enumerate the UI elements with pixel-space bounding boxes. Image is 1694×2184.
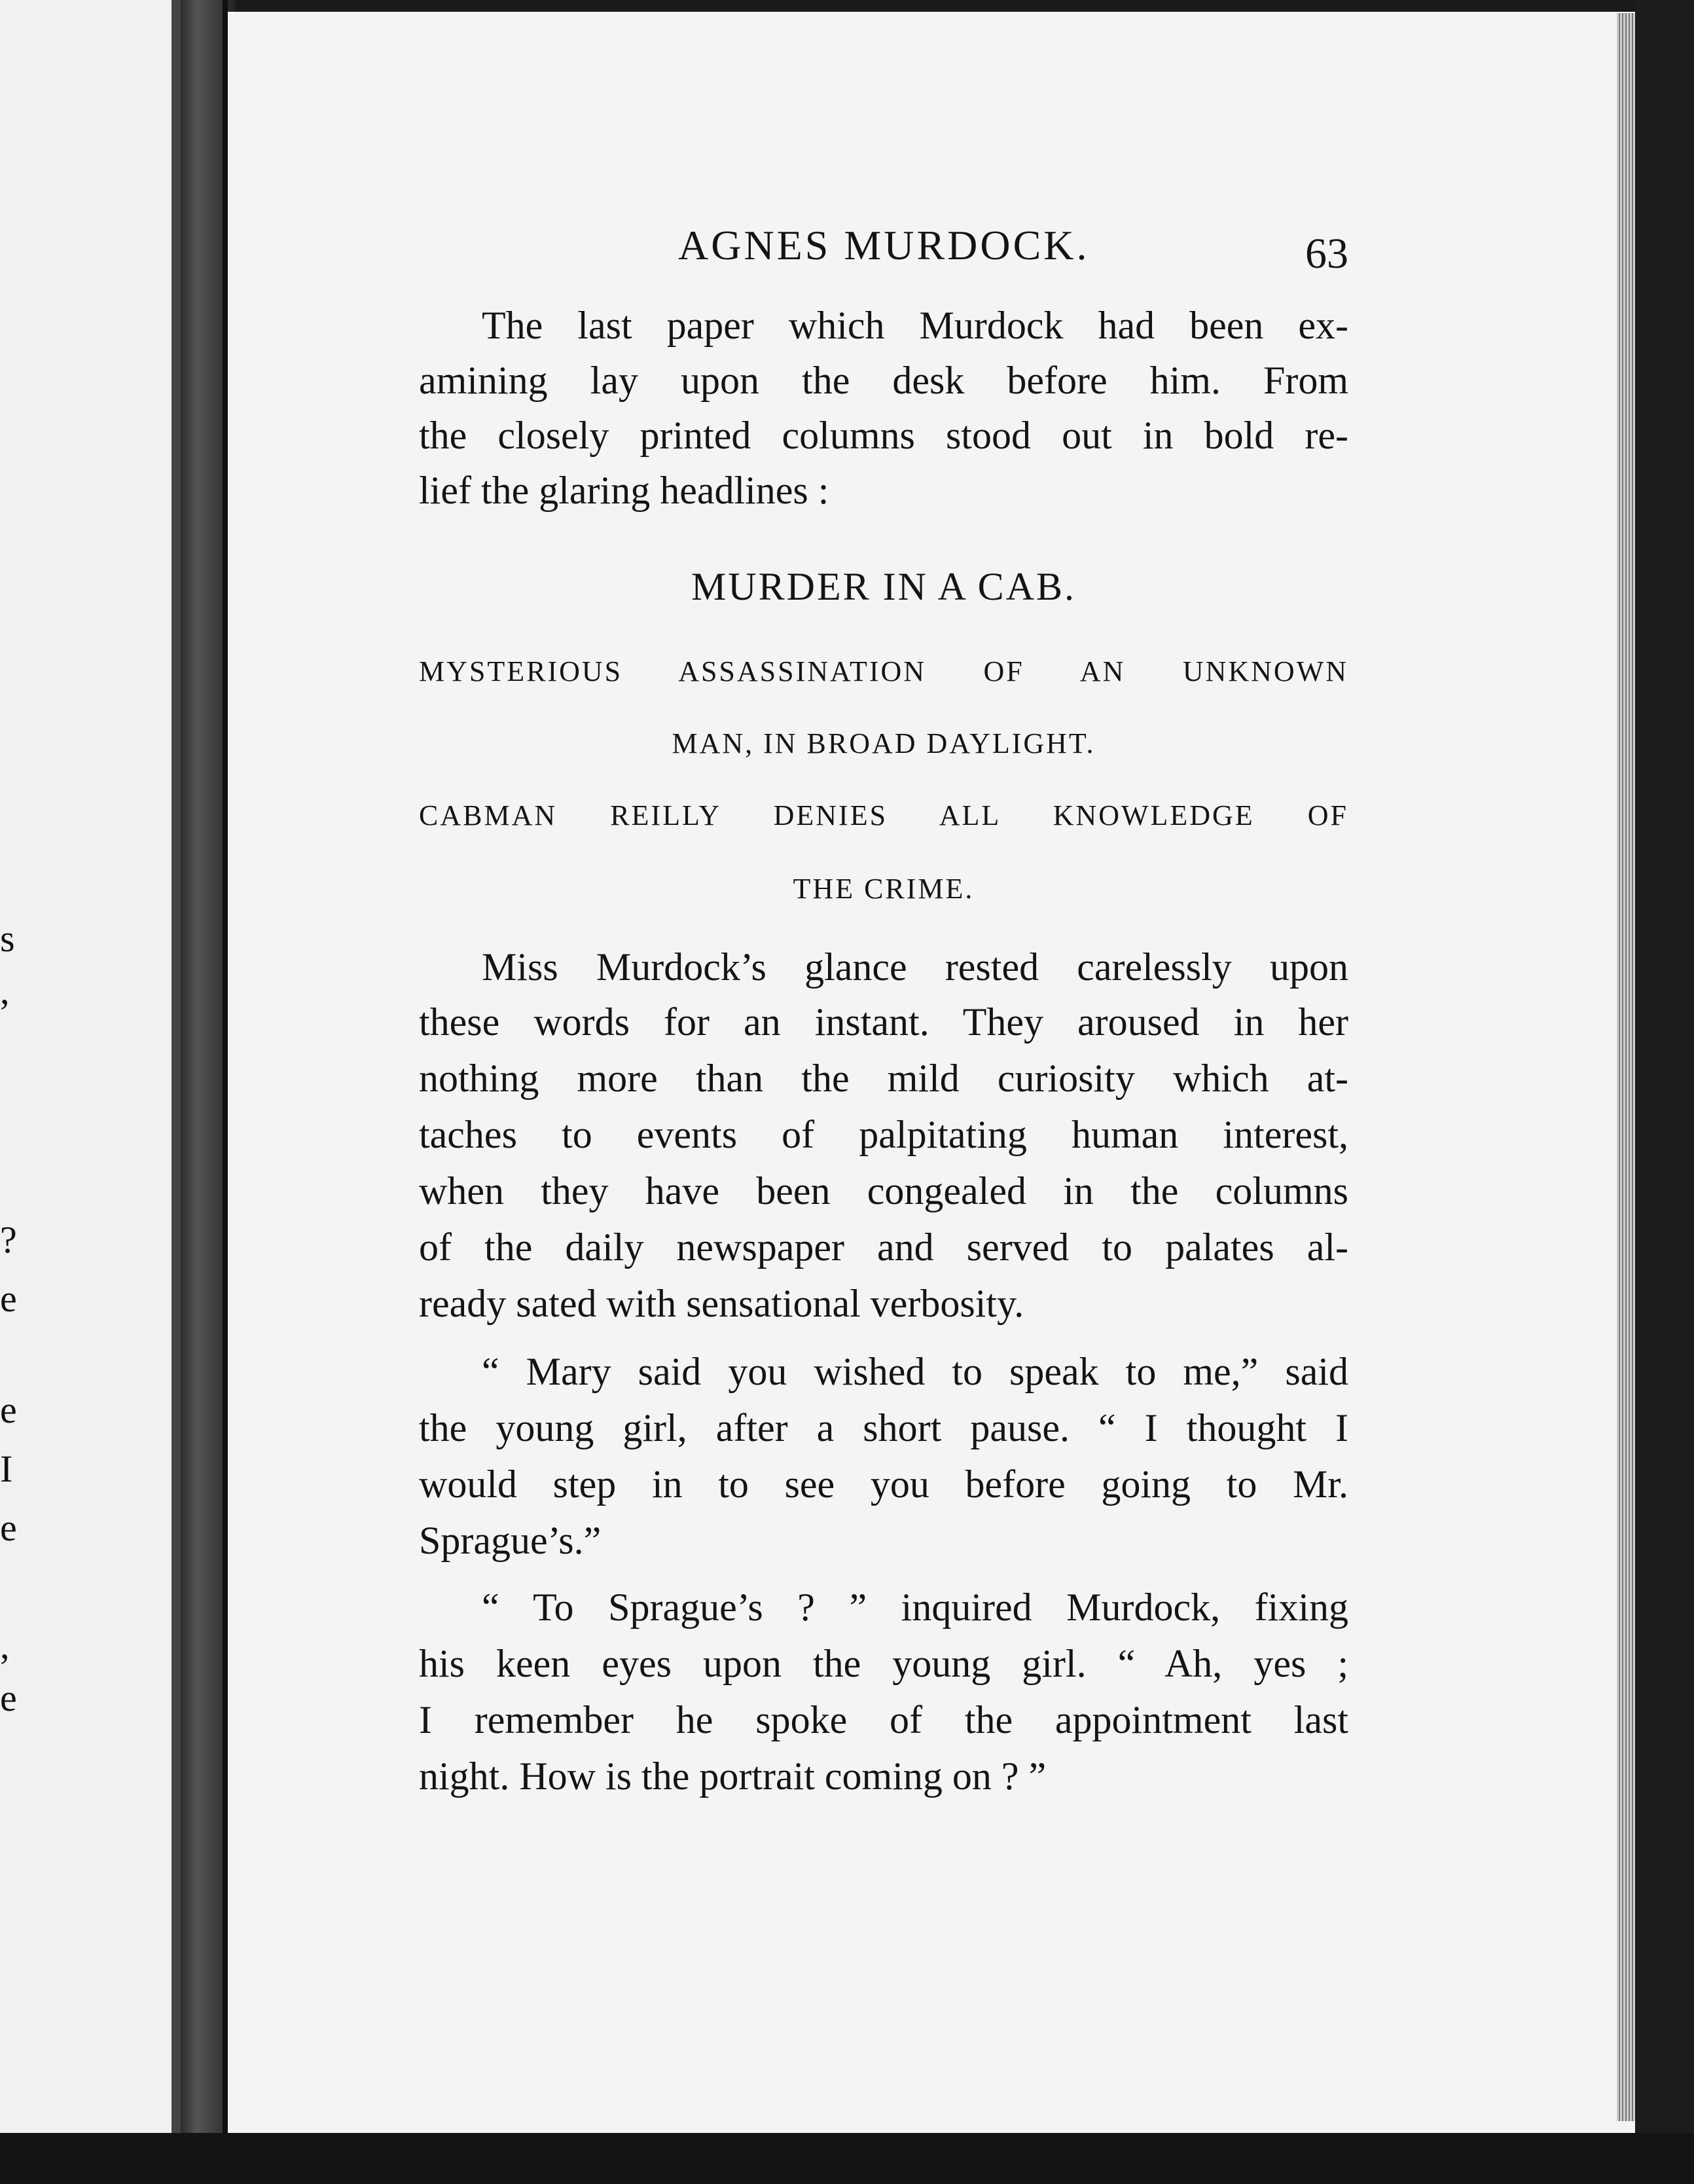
text-line: these words for an instant. They aroused in her	[419, 1000, 1348, 1044]
headline-sub: THE CRIME.	[793, 873, 975, 905]
text-line: I remember he spoke of the appointment last	[419, 1698, 1348, 1741]
text-line: would step in to see you before going to Mr.	[419, 1463, 1348, 1506]
left-fragment: ?	[0, 1218, 17, 1261]
text-line: Sprague’s.”	[419, 1519, 602, 1562]
text-line: lief the glaring headlines :	[419, 469, 829, 512]
text-line: “ To Sprague’s ? ” inquired Murdock, fixing	[482, 1586, 1348, 1629]
text-line: ready sated with sensational verbosity.	[419, 1282, 1024, 1325]
left-fragment: I	[0, 1447, 13, 1490]
running-head: AGNES MURDOCK.	[678, 222, 1090, 268]
left-page-edge	[171, 0, 181, 2134]
text-line: of the daily newspaper and served to palates al-	[419, 1226, 1348, 1269]
text-line: when they have been congealed in the columns	[419, 1169, 1348, 1212]
text-line: the closely printed columns stood out in bold re-	[419, 414, 1348, 457]
headline-main: MURDER IN A CAB.	[691, 565, 1077, 608]
page-edge-lines	[1617, 13, 1635, 2121]
bottom-border	[0, 2133, 1694, 2184]
text-line: his keen eyes upon the young girl. “ Ah, yes ;	[419, 1642, 1348, 1685]
text-line: the young girl, after a short pause. “ I thought I	[419, 1406, 1348, 1449]
left-fragment: e	[0, 1389, 17, 1431]
page-number: 63	[1305, 230, 1348, 278]
left-fragment: ,	[0, 1624, 10, 1667]
text-line: “ Mary said you wished to speak to me,” said	[482, 1350, 1348, 1393]
left-facing-page	[0, 0, 177, 2134]
text-line: night. How is the portrait coming on ? ”	[419, 1755, 1047, 1798]
text-line: The last paper which Murdock had been ex-	[482, 304, 1348, 347]
left-fragment: s	[0, 917, 15, 960]
gutter-line	[223, 0, 228, 2134]
text-line: taches to events of palpitating human interest,	[419, 1113, 1348, 1156]
headline-sub: CABMAN REILLY DENIES ALL KNOWLEDGE OF	[419, 799, 1348, 831]
right-border	[1635, 0, 1694, 2184]
text-line: nothing more than the mild curiosity which at-	[419, 1057, 1348, 1100]
left-fragment: e	[0, 1277, 17, 1320]
text-line: Miss Murdock’s glance rested carelessly upon	[482, 945, 1348, 989]
headline-sub: MAN, IN BROAD DAYLIGHT.	[672, 727, 1096, 759]
left-fragment: ,	[0, 970, 10, 1012]
left-fragment: e	[0, 1677, 17, 1719]
text-line: amining lay upon the desk before him. From	[419, 359, 1348, 402]
left-fragment: e	[0, 1506, 17, 1549]
left-page-fragments	[0, 0, 177, 2134]
headline-sub: MYSTERIOUS ASSASSINATION OF AN UNKNOWN	[419, 655, 1348, 687]
